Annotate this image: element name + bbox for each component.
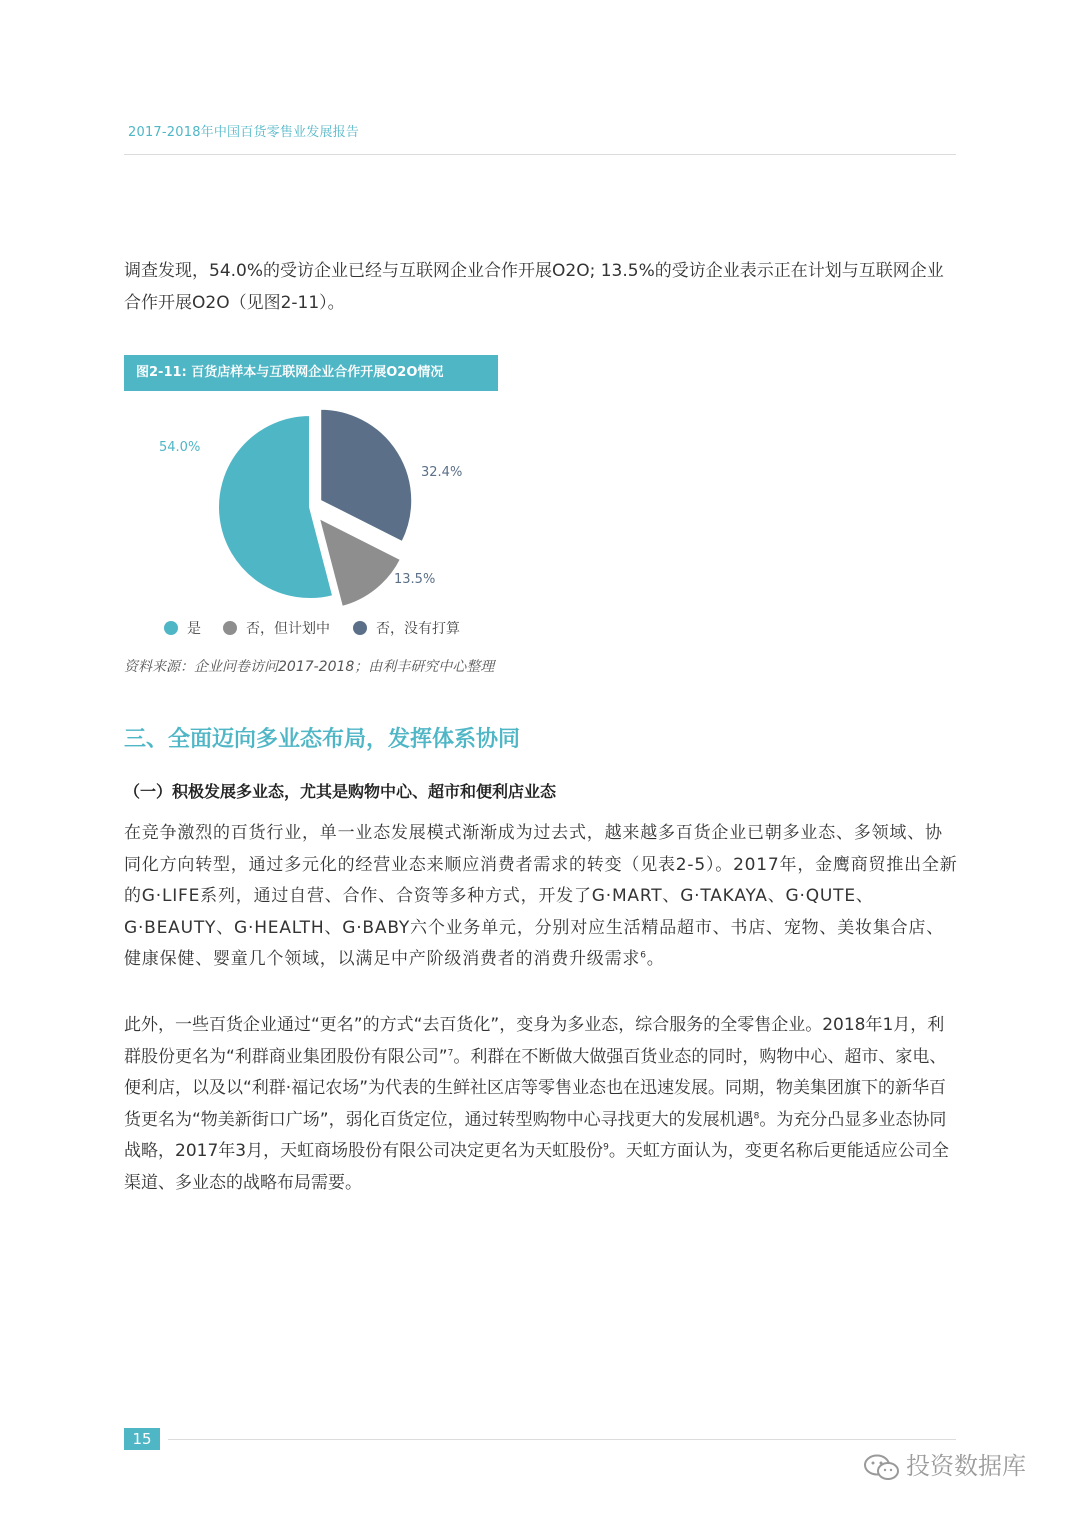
page-number: 15 [124, 1428, 160, 1450]
report-header-title: 2017-2018年中国百货零售业发展报告 [128, 125, 360, 140]
wechat-icon [862, 1452, 902, 1488]
footnote-ref-7: 7 [447, 1047, 454, 1058]
pie-slice-yes [218, 415, 333, 599]
legend-swatch-no-plan [353, 621, 367, 635]
section-heading: 三、全面迈向多业态布局，发挥体系协同 [124, 727, 521, 752]
body-paragraph-2 [124, 1010, 960, 1199]
pie-label-yes: 54.0% [159, 440, 201, 455]
legend-item-yes [164, 618, 201, 638]
legend-item-no-plan [353, 618, 460, 638]
legend-swatch-planned [223, 621, 237, 635]
footnote-ref-8: 8 [753, 1110, 760, 1121]
paragraph-1-end: 。 [646, 949, 665, 969]
subsection-heading: （一）积极发展多业态，尤其是购物中心、超市和便利店业态 [124, 782, 557, 801]
wechat-watermark [862, 1446, 1026, 1488]
header-divider [124, 154, 956, 155]
pie-slice-no-plan [320, 409, 412, 542]
intro-paragraph: 调查发现，54.0%的受访企业已经与互联网企业合作开展O2O; 13.5%的受访企业表示正在计划与互联网企业合作开展O2O（见图2-11）。 [124, 261, 944, 313]
paragraph-2-part-4: 。天虹方面认为，变更名称后更能适应公司全渠道、多业态的战略布局需要。 [124, 1141, 949, 1193]
paragraph-2-part-2: 。利群在不断做大做强百货业态的同时，购物中心、超市、家电、便利店，以及以“利群·福记农场”为代表的生鲜社区店等零售业态也在迅速发展。同期，物美集团旗下的新华百货更名为“物美新街口广场”，弱化百货定位，通过转型购物中心寻找更大的发展机遇 [124, 1046, 947, 1130]
figure-caption-tag: 图2-11: 百货店样本与互联网企业合作开展O2O情况 [124, 355, 498, 391]
figure-source-note: 资料来源：企业问卷访问2017-2018；由利丰研究中心整理 [124, 659, 495, 675]
footnote-ref-6: 6 [640, 950, 647, 961]
footnote-ref-9: 9 [603, 1142, 609, 1153]
body-paragraph-1 [124, 818, 960, 976]
paragraph-2-part-3: 。为充分凸显多业态协同战略，2017年3月，天虹商场股份有限公司决定更名为天虹股份 [124, 1109, 947, 1161]
footer-divider [168, 1439, 956, 1440]
legend-label-planned: 否，但计划中 [246, 621, 330, 637]
pie-label-no-plan: 32.4% [421, 465, 463, 480]
legend-label-no-plan: 否，没有打算 [376, 621, 460, 637]
pie-label-planned: 13.5% [394, 572, 436, 587]
legend-item-planned [223, 618, 330, 638]
legend-swatch-yes [164, 621, 178, 635]
o2o-pie-chart [124, 395, 524, 615]
legend-label-yes: 是 [187, 621, 201, 637]
watermark-text: 投资数据库 [906, 1452, 1026, 1480]
paragraph-1-text: 在竞争激烈的百货行业，单一业态发展模式渐渐成为过去式，越来越多百货企业已朝多业态、多领域、协同化方向转型，通过多元化的经营业态来顺应消费者需求的转变（见表2-5）。2017年，金鹰商贸推出全新的G·LIFE系列，通过自营、合作、合资等多种方式，开发了G·MART、G·TAKAYA、G·QUTE、G·BEAUTY、G·HEALTH、G·BABY六个业务单元，分别对应生活精品超市、书店、宠物、美妆集合店、健康保健、婴童几个领域，以满足中产阶级消费者的消费升级需求 [124, 823, 958, 969]
paragraph-2-part-1: 此外，一些百货企业通过“更名”的方式“去百货化”，变身为多业态，综合服务的全零售企业。2018年1月，利群股份更名为“利群商业集团股份有限公司” [124, 1015, 945, 1067]
